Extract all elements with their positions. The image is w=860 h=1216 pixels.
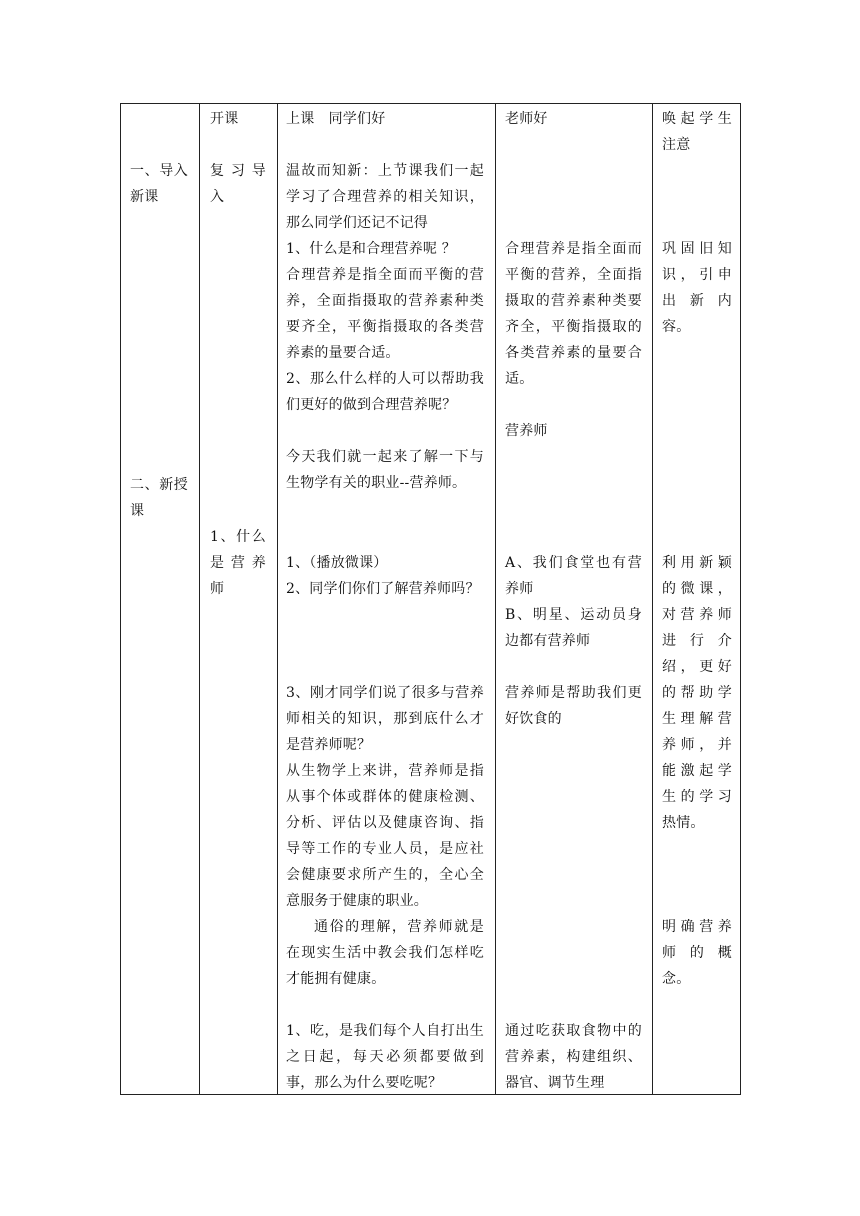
student-answer-4: 通过吃获取食物中的营养素，构建组织、器官、调节生理	[505, 1023, 642, 1091]
step-open: 开课	[210, 111, 239, 127]
intent-attention: 唤起学生注意	[662, 111, 732, 153]
stage-new-lesson: 二、新授课	[130, 477, 188, 519]
student-answer-b: B、明星、运动员身边都有营养师	[505, 607, 642, 649]
column-divider	[277, 104, 278, 1094]
intent-microclass: 利用新颖的微课，对营养师进行介绍，更好的帮助学生理解营养师，并能激起学生的学习热情。	[662, 555, 732, 831]
step-review: 复习导入	[210, 163, 266, 205]
teacher-definition: 从生物学上来讲，营养师是指从事个体或群体的健康检测、分析、评估以及健康咨询、指导等工作的专业人员，是应社会健康要求所产生的，全心全意服务于健康的职业。	[286, 763, 484, 909]
teacher-review-intro: 温故而知新：上节课我们一起学习了合理营养的相关知识，那么同学们还记不记得	[286, 163, 484, 231]
column-divider	[652, 104, 653, 1094]
intent-concept: 明确营养师的概念。	[662, 919, 732, 987]
teacher-today-intro: 今天我们就一起来了解一下与生物学有关的职业--营养师。	[286, 449, 484, 491]
student-greeting: 老师好	[505, 111, 548, 127]
intent-consolidate: 巩固旧知识，引申出新内容。	[662, 241, 732, 335]
teacher-question-2: 2、那么什么样的人可以帮助我们更好的做到合理营养呢？	[286, 371, 484, 413]
teacher-popular-explanation: 通俗的理解，营养师就是在现实生活中教会我们怎样吃才能拥有健康。	[286, 919, 484, 987]
teacher-step-3: 3、刚才同学们说了很多与营养师相关的知识，那到底什么才是营养师呢？	[286, 685, 484, 753]
student-answer-3: 营养师是帮助我们更好饮食的	[505, 685, 642, 727]
lesson-plan-table	[120, 103, 741, 1095]
stage-intro: 一、导入新课	[130, 163, 188, 205]
student-answer-a: A、我们食堂也有营养师	[505, 555, 642, 597]
teacher-answer-1: 合理营养是指全面而平衡的营养，全面指摄取的营养素种类要齐全，平衡指摄取的各类营养素的量要合适。	[286, 267, 484, 361]
teacher-step-2: 2、同学们你们了解营养师吗？	[286, 581, 480, 597]
step-what-is-nutritionist: 1、什么是营养师	[210, 529, 266, 597]
student-answer-2: 营养师	[505, 423, 548, 439]
teacher-question-1: 1、什么是和合理营养呢 ？	[286, 241, 456, 257]
teacher-why-eat: 1、吃，是我们每个人自打出生之日起，每天必须都要做到事，那么为什么要吃呢？	[286, 1023, 484, 1091]
student-answer-1: 合理营养是指全面而平衡的营养，全面指摄取的营养素种类要齐全，平衡指摄取的各类营养素的量要合适。	[505, 241, 642, 387]
teacher-greeting: 上课 同学们好	[286, 111, 386, 127]
teacher-step-1: 1、（播放微课）	[286, 555, 388, 571]
column-divider	[495, 104, 496, 1094]
column-divider	[199, 104, 200, 1094]
